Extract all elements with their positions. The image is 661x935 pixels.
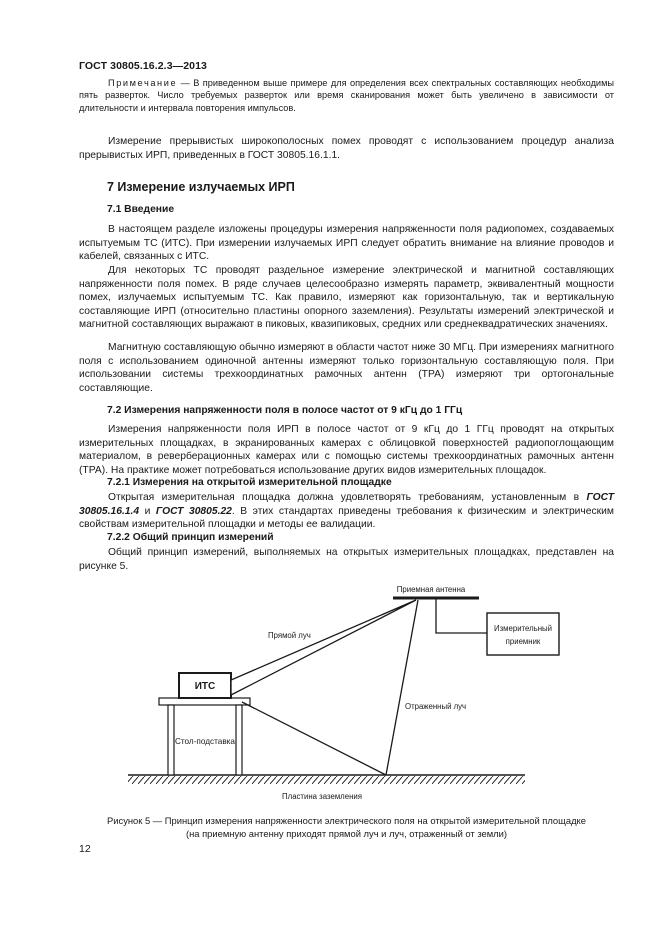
figure-caption-line-1: Рисунок 5 — Принцип измерения напряженности электрического поля на открытой измерительной площадке: [107, 815, 586, 826]
section-7-2-1-text-a: Открытая измерительная площадка должна удовлетворять требованиям, установленным в: [108, 492, 587, 503]
note-label: Примечание: [108, 78, 178, 88]
note-dash: —: [177, 78, 194, 88]
gost-reference-1: ГОСТ 30805.16.1.4: [79, 492, 614, 517]
section-7-1-paragraph-1: В настоящем разделе изложены процедуры измерения напряженности поля радиопомех, создаваемых испытуемым ТС (ИТС). При измерении излучаемых ИРП следует обратить внимание на влияние проводов и кабелей, связанных с ИТС.: [79, 224, 614, 263]
receiver-label-line1: Измерительный: [493, 624, 553, 633]
standard-header: ГОСТ 30805.16.2.3—2013: [79, 60, 207, 72]
conjunction: и: [139, 505, 156, 517]
section-7-1-title: 7.1 Введение: [107, 204, 175, 215]
section-7-1-paragraph-2: Для некоторых ТС проводят раздельное измерение электрической и магнитной составляющих напряженности поля помех. В ряде случаев целесообразно измерять параметр, эквивалентный мощности помех, излучаемых испытуемым ТС. Как правило, измеряют как горизонтальную, так и вертикальную составляющие ИРП (относительно пластины опорного заземления). Результаты измерений электрической и магнитной составляющих выражают в пиковых, квазипиковых, средних или среднеквадратических значениях.: [79, 265, 614, 331]
page-number: 12: [79, 843, 91, 855]
figure-caption-line-2: (на приемную антенну приходят прямой луч и луч, отраженный от земли): [185, 828, 508, 839]
table-label: Стол-подставка: [174, 737, 236, 746]
section-7-1-paragraph-3: Магнитную составляющую обычно измеряют в области частот ниже 30 МГц. При измерениях магнитного поля с использованием одиночной антенны измеряют только горизонтальную составляющую поля. При использовании системы трехкоординатных рамочных антенн (ТРА) измеряют три ортогональные составляющие.: [79, 342, 614, 394]
incident-ray: [242, 702, 386, 775]
section-7-2-2-title: 7.2.2 Общий принцип измерений: [107, 532, 274, 543]
reflected-ray-label: Отраженный луч: [405, 702, 467, 711]
intermittent-paragraph: Измерение прерывистых широкополосных помех проводят с использованием процедур анализа прерывистых ИРП, приведенных в ГОСТ 30805.16.1.1.: [79, 136, 614, 161]
section-7-2-1-title: 7.2.1 Измерения на открытой измерительной площадке: [107, 477, 392, 488]
direct-ray-label: Прямой луч: [268, 631, 311, 640]
ground-plane-hatching: [128, 776, 525, 784]
receiver-box: [487, 613, 559, 655]
receiver-label-line2: приемник: [505, 637, 541, 646]
gost-reference-2: ГОСТ 30805.22: [155, 505, 232, 517]
section-7-2-paragraph: Измерения напряженности поля ИРП в полосе частот от 9 кГц до 1 ГГц проводят на открытых измерительных площадках, в экранированных камерах с облицовкой поверхностей радиопоглощающим материалом, в реверберационных камерах или с помощью системы трехкоординатных рамочных антенн (ТРА). На практике может потребоваться использование других видов измерительных площадок.: [79, 424, 614, 476]
ground-plane-label: Пластина заземления: [282, 792, 362, 801]
direct-ray: [231, 600, 416, 695]
antenna-cable: [436, 598, 487, 633]
table-top: [159, 698, 250, 705]
table-leg-right: [236, 705, 242, 775]
section-7-title: 7 Измерение излучаемых ИРП: [107, 180, 295, 194]
note-text: В приведенном выше примере для определения всех спектральных составляющих необходимы пять разверток. Число требуемых разверток или время сканирования может быть увеличено в зависимости от длительности и интервала повторения импульсов.: [79, 78, 614, 113]
section-7-2-title: 7.2 Измерения напряженности поля в полосе частот от 9 кГц до 1 ГГц: [107, 405, 463, 416]
reflected-ray: [386, 600, 418, 775]
eut-label: ИТС: [194, 681, 216, 692]
table-leg-left: [168, 705, 174, 775]
section-7-2-1-text-b: . В этих стандартах приведены требования к физическим и электрическим свойствам измерительной площадки и методы ее валидации.: [79, 505, 614, 531]
section-7-2-2-paragraph: Общий принцип измерений, выполняемых на открытых измерительных площадках, представлен на рисунке 5.: [79, 547, 614, 572]
receiving-antenna-label: Приемная антенна: [396, 585, 466, 594]
